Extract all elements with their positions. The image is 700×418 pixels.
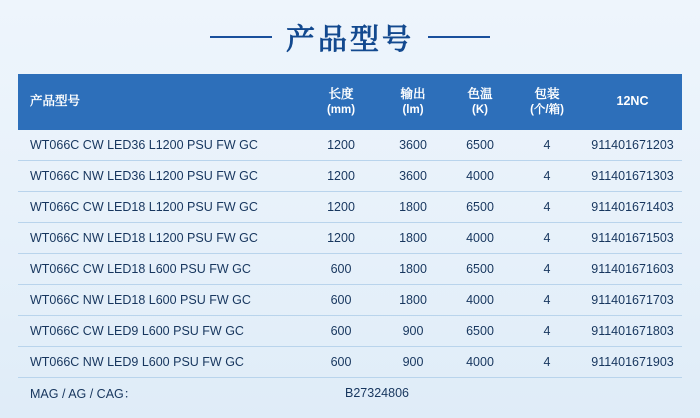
cell-12nc: 911401671203: [583, 130, 682, 161]
cell-packing: 4: [511, 347, 583, 378]
table-row: [18, 192, 682, 223]
cell-model: WT066C NW LED18 L1200 PSU FW GC: [18, 223, 305, 254]
cell-packing: 4: [511, 223, 583, 254]
footer-value: B27324806: [345, 386, 409, 400]
cell-output: 1800: [377, 192, 449, 223]
cell-packing: 4: [511, 285, 583, 316]
cell-cct: 6500: [449, 316, 511, 347]
footer-label: MAG / AG / CAG：: [30, 387, 137, 401]
column-header-12nc: [583, 74, 682, 130]
footer-blank-packing: [511, 378, 583, 409]
cell-model: WT066C CW LED36 L1200 PSU FW GC: [18, 130, 305, 161]
column-header-output-main: 输出: [400, 87, 426, 101]
cell-cct: 6500: [449, 192, 511, 223]
column-header-cct-unit: (K): [472, 103, 488, 116]
cell-12nc: 911401671903: [583, 347, 682, 378]
table-row: [18, 285, 682, 316]
cell-output: 1800: [377, 285, 449, 316]
table-row: [18, 254, 682, 285]
title-rule-left: [210, 36, 272, 38]
table-row: [18, 130, 682, 161]
column-header-cct: [449, 74, 511, 130]
cell-12nc: 911401671703: [583, 285, 682, 316]
cell-cct: 4000: [449, 285, 511, 316]
column-header-length-unit: (mm): [326, 103, 356, 116]
footer-blank-cct: [449, 378, 511, 409]
cell-cct: 6500: [449, 130, 511, 161]
cell-length: 1200: [305, 192, 377, 223]
column-header-model-main: 产品型号: [30, 94, 81, 109]
cell-packing: 4: [511, 192, 583, 223]
page-title-block: [0, 0, 700, 74]
spec-table-zone: [0, 74, 700, 408]
cell-12nc: 911401671303: [583, 161, 682, 192]
cell-model: WT066C NW LED36 L1200 PSU FW GC: [18, 161, 305, 192]
column-header-model: [18, 74, 305, 130]
cell-length: 1200: [305, 223, 377, 254]
cell-length: 600: [305, 316, 377, 347]
cell-packing: 4: [511, 161, 583, 192]
cell-cct: 4000: [449, 347, 511, 378]
cell-cct: 6500: [449, 254, 511, 285]
cell-length: 1200: [305, 130, 377, 161]
table-header-row: [18, 74, 682, 130]
cell-12nc: 911401671503: [583, 223, 682, 254]
cell-model: WT066C CW LED18 L600 PSU FW GC: [18, 254, 305, 285]
cell-cct: 4000: [449, 223, 511, 254]
cell-output: 3600: [377, 130, 449, 161]
cell-length: 600: [305, 254, 377, 285]
cell-output: 900: [377, 347, 449, 378]
column-header-length-main: 长度: [328, 87, 354, 101]
cell-packing: 4: [511, 130, 583, 161]
cell-output: 1800: [377, 254, 449, 285]
cell-12nc: 911401671803: [583, 316, 682, 347]
cell-packing: 4: [511, 254, 583, 285]
title-rule-right: [428, 36, 490, 38]
column-header-12nc-main: 12NC: [616, 94, 649, 109]
column-header-output-unit: (lm): [402, 103, 424, 116]
column-header-length: [305, 74, 377, 130]
cell-model: WT066C CW LED9 L600 PSU FW GC: [18, 316, 305, 347]
column-header-cct-main: 色温: [467, 87, 493, 101]
footer-blank-12nc: [583, 378, 682, 409]
cell-output: 900: [377, 316, 449, 347]
column-header-packing-main: 包装: [534, 87, 560, 101]
cell-length: 600: [305, 347, 377, 378]
table-row: [18, 316, 682, 347]
column-header-packing: [511, 74, 583, 130]
cell-model: WT066C NW LED18 L600 PSU FW GC: [18, 285, 305, 316]
cell-12nc: 911401671403: [583, 192, 682, 223]
product-spec-table: [18, 74, 682, 408]
column-header-packing-unit: (个/箱): [530, 103, 564, 116]
cell-packing: 4: [511, 316, 583, 347]
table-row: [18, 223, 682, 254]
cell-length: 600: [305, 285, 377, 316]
cell-model: WT066C NW LED9 L600 PSU FW GC: [18, 347, 305, 378]
table-row: [18, 161, 682, 192]
cell-cct: 4000: [449, 161, 511, 192]
table-body: [18, 130, 682, 408]
cell-12nc: 911401671603: [583, 254, 682, 285]
cell-output: 3600: [377, 161, 449, 192]
cell-output: 1800: [377, 223, 449, 254]
page-title: 产品型号: [285, 23, 414, 56]
table-row: [18, 347, 682, 378]
table-header: [18, 74, 682, 130]
cell-model: WT066C CW LED18 L1200 PSU FW GC: [18, 192, 305, 223]
cell-length: 1200: [305, 161, 377, 192]
column-header-output: [377, 74, 449, 130]
table-footer-row: [18, 378, 682, 409]
